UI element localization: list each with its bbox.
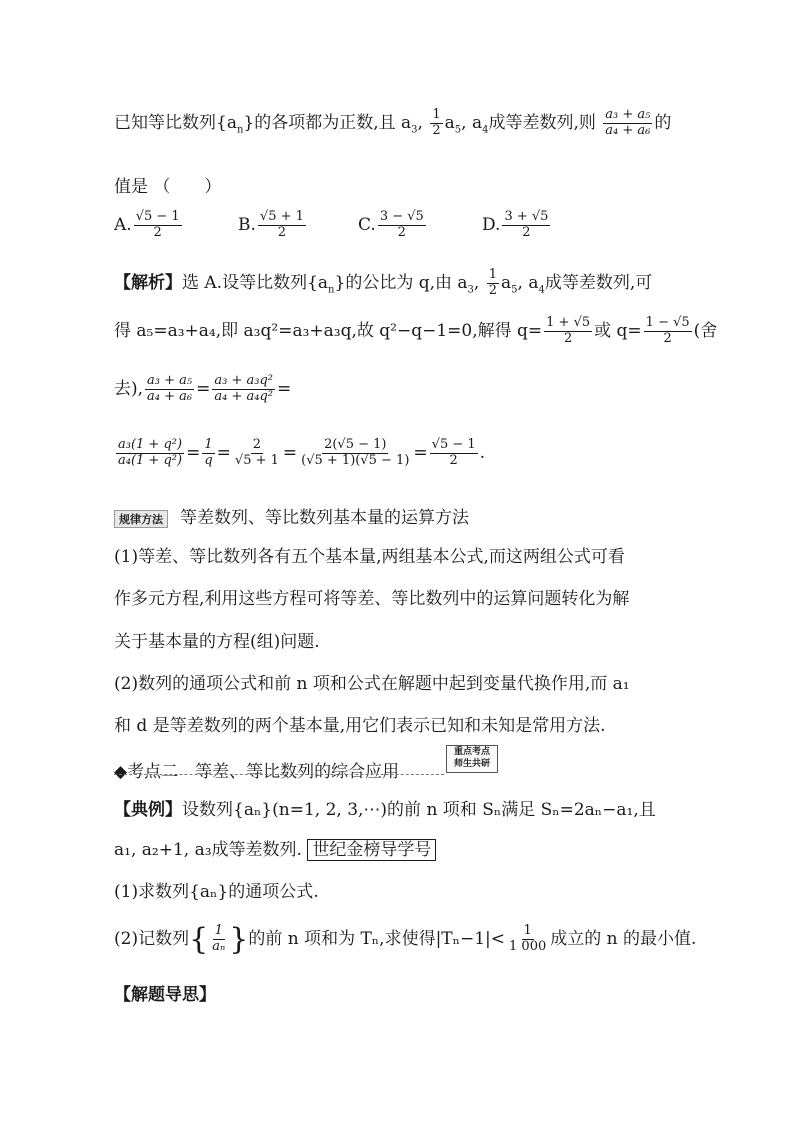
method-p2-l2: 和 d 是等差数列的两个基本量,用它们表示已知和未知是常用方法. bbox=[114, 716, 606, 736]
question-line-1: 已知等比数列$\{a_n\}$的各项都为正数,且 $a_3$, $\frac{1}{2}$ $a_5$, $a_4$成等差数列,则 $\frac{\text{a₃ + a₅}}{\text{a₄ + a₆}}$ 的 bbox=[114, 107, 672, 138]
question-intro-2: }的各项都为正数,且 a bbox=[243, 113, 412, 133]
analysis-line-1: 【解析】选 A.设等比数列$\{a_n\}$的公比为 q,由 $a_3$, $\frac{1}{2}$ $a_5$, $a_4$成等差数列,可 bbox=[114, 267, 653, 298]
section-stamp: 重点考点 师生共研 bbox=[446, 745, 498, 773]
method-heading bbox=[114, 503, 469, 528]
method-p1-l2: 作多元方程,利用这些方程可将等差、等比数列中的运算问题转化为解 bbox=[114, 589, 630, 609]
analysis-line-2: 得 a₅=a₃+a₄,即 a₃q²=a₃+a₃q,故 q²−q−1=0,解得 q= $\frac{1 + √5}{2}$ 或 q= $\frac{1 - √5}{2}$ (舍 bbox=[114, 315, 718, 346]
half-fraction: $\frac{1}{2}$ bbox=[432, 107, 441, 138]
example-line-2: a₁, a₂+1, a₃成等差数列. 世纪金榜导学号 bbox=[114, 835, 436, 860]
method-badge: 规律方法 bbox=[114, 510, 168, 528]
question-intro: 已知等比数列{a bbox=[114, 113, 237, 133]
option-a: A. $\frac{√5 - 1}{2}$ bbox=[114, 209, 180, 240]
analysis-tag: 【解析】 bbox=[114, 273, 182, 293]
analysis-line-4: $\frac{\text{a₃(1 + q²)}}{\text{a₄(1 + q²)}}$ = $\frac{1}{q}$ = $\frac{2}{√5 + 1}$ = $\frac{2(√5 - 1)}{(√5 + 1)(√5 - 1)}$ = $\frac{√5 - 1}{2}$ . bbox=[118, 437, 486, 468]
method-title: 等差数列、等比数列基本量的运算方法 bbox=[180, 508, 469, 528]
example-q2: (2)记数列{ $\frac{1}{\text{aₙ}}$ }的前 n 项和为 Tₙ,求使得|Tₙ−1|< $\frac{1}{1 000}$ 成立的 n 的最小值. bbox=[114, 922, 697, 957]
option-c: C. $\frac{3 - √5}{2}$ bbox=[358, 209, 424, 240]
section-divider bbox=[114, 774, 444, 775]
question-line-2: 值是 （ ） bbox=[114, 177, 222, 197]
option-b: B. $\frac{√5 + 1}{2}$ bbox=[238, 209, 304, 240]
method-p2-l1: (2)数列的通项公式和前 n 项和公式在解题中起到变量代换作用,而 a₁ bbox=[114, 674, 630, 694]
method-p1-l1: (1)等差、等比数列各有五个基本量,两组基本公式,而这两组公式可看 bbox=[114, 547, 625, 567]
option-d: D. $\frac{3 + √5}{2}$ bbox=[482, 209, 549, 240]
method-p1-l3: 关于基本量的方程(组)问题. bbox=[114, 632, 320, 652]
example-q1: (1)求数列{aₙ}的通项公式. bbox=[114, 882, 319, 902]
example-tag: 【典例】 bbox=[114, 800, 182, 820]
textbook-ref-box: 世纪金榜导学号 bbox=[307, 839, 436, 861]
example-line-1: 【典例】设数列{aₙ}(n=1, 2, 3,⋯)的前 n 项和 Sₙ满足 Sₙ=2aₙ−a₁,且 bbox=[114, 800, 656, 820]
ratio-fraction: $\frac{\text{a₃ + a₅}}{\text{a₄ + a₆}}$ bbox=[605, 107, 651, 138]
section-title: ◆考点二 等差、等比数列的综合应用 bbox=[114, 762, 400, 782]
analysis-line-3: 去), $\frac{\text{a₃ + a₅}}{\text{a₄ + a₆}}$ = $\frac{\text{a₃ + a₃q²}}{\text{a₄ + a₄q²}}$ = bbox=[114, 373, 292, 404]
solution-guide-tag: 【解题导思】 bbox=[114, 985, 216, 1005]
question-seq-text: 成等差数列,则 bbox=[488, 113, 596, 133]
